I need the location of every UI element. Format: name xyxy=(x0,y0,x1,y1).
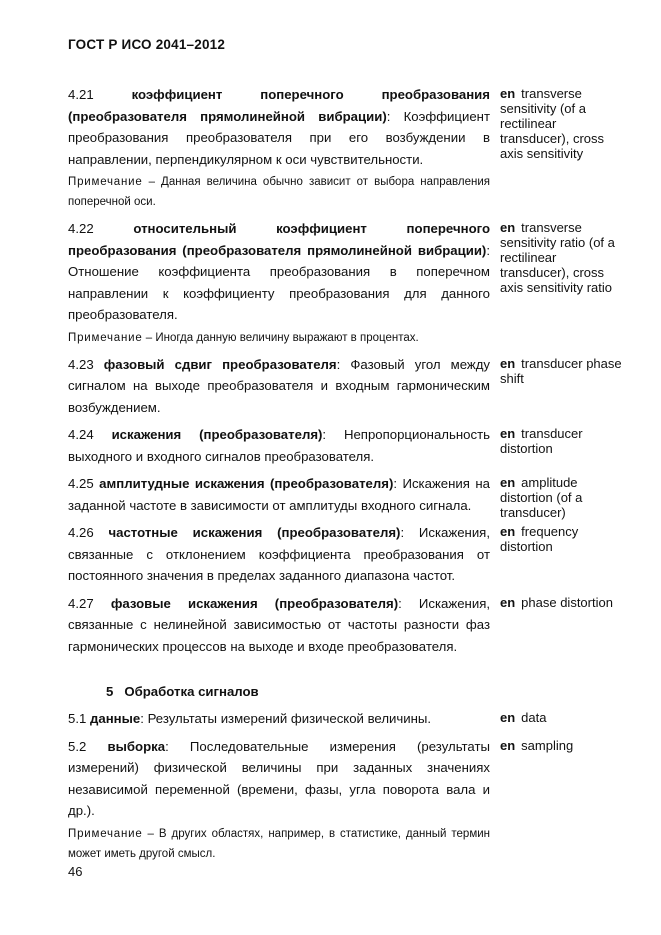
entry-term: данные xyxy=(90,711,141,726)
document-header: ГОСТ Р ИСО 2041–2012 xyxy=(68,37,226,52)
en-equivalent xyxy=(500,356,624,386)
entry-note xyxy=(68,824,490,864)
entry-term: коэффициент поперечного преобразования (преобразователя прямолинейной вибрации) xyxy=(68,87,490,124)
entry-text xyxy=(68,736,490,822)
section-heading xyxy=(106,681,628,702)
entry-definition: : Последовательные измерения (результаты измерений) физической величины при заданных значениях независимой переменной (времени, фазы, угла поворота вала и др.). xyxy=(68,738,490,818)
note-text: – В других областях, например, в статистике, данный термин может иметь другой смысл. xyxy=(68,827,490,860)
entry-definition: : Непропорциональность выходного и входного сигналов преобразователя. xyxy=(68,427,490,464)
entry-4-26 xyxy=(68,522,628,587)
entry-definition: : Результаты измерений физической величины. xyxy=(140,711,432,726)
en-tag: en xyxy=(500,426,516,441)
entry-number: 4.21 xyxy=(68,87,94,102)
en-tag: en xyxy=(500,355,516,371)
entry-text xyxy=(68,354,490,419)
en-term: amplitude distortion (of a transducer) xyxy=(500,475,583,520)
note-text: – Иногда данную величину выражают в процентах. xyxy=(142,331,419,344)
entry-4-21 xyxy=(68,84,628,212)
entry-5-1 xyxy=(68,708,628,730)
entry-number: 4.26 xyxy=(68,525,94,540)
entry-4-24 xyxy=(68,424,628,467)
entry-definition: : Искажения, связанные с отклонением коэффициента преобразования от постоянного значения в пределах заданного диапазона частот. xyxy=(68,525,490,583)
entry-term: фазовый сдвиг преобразователя xyxy=(103,356,337,372)
en-tag: en xyxy=(500,475,516,490)
entry-number: 4.22 xyxy=(68,221,94,236)
en-term: transverse sensitivity ratio (of a rectilinear transducer), cross axis sensitivity ratio xyxy=(500,220,615,295)
entry-5-2 xyxy=(68,736,628,864)
entry-note xyxy=(68,328,490,348)
entry-term: амплитудные искажения (преобразователя) xyxy=(99,476,394,491)
entry-definition: : Искажения на заданной частоте в зависимости от амплитуды входного сигнала. xyxy=(68,476,490,513)
entry-text xyxy=(68,473,490,516)
entry-text xyxy=(68,708,490,730)
en-equivalent xyxy=(500,738,624,753)
entry-note xyxy=(68,172,490,212)
entry-term: искажения (преобразователя) xyxy=(111,427,323,442)
entry-number: 4.23 xyxy=(68,356,94,372)
en-equivalent xyxy=(500,86,624,161)
entry-4-27 xyxy=(68,593,628,658)
en-term: phase distortion xyxy=(521,594,613,610)
page-content xyxy=(68,84,628,864)
en-equivalent xyxy=(500,524,624,554)
entry-number: 4.25 xyxy=(68,476,94,491)
entry-term: фазовые искажения (преобразователя) xyxy=(110,595,399,611)
entry-number: 5.2 xyxy=(68,738,87,754)
entry-4-25 xyxy=(68,473,628,520)
en-equivalent xyxy=(500,220,624,295)
note-label: Примечание xyxy=(68,331,143,344)
note-label: Примечание xyxy=(68,827,143,840)
en-tag: en xyxy=(500,710,516,725)
entry-definition: : Искажения, связанные с нелинейной зависимостью от частоты разности фаз гармонических процессов на выходе и входе преобразователя. xyxy=(68,595,490,654)
en-tag: en xyxy=(500,594,516,610)
note-label: Примечание xyxy=(68,176,143,188)
en-term: transducer phase shift xyxy=(500,355,622,386)
section-number: 5 xyxy=(106,684,114,699)
entry-definition: : Фазовый угол между сигналом на выходе преобразователя и входным гармоническим возбуждением. xyxy=(68,356,491,415)
en-equivalent xyxy=(500,426,624,456)
entry-number: 5.1 xyxy=(68,711,87,726)
entry-text xyxy=(68,522,490,587)
entry-number: 4.24 xyxy=(68,427,94,442)
entry-term: относительный коэффициент поперечного преобразования (преобразователя прямолинейной вибрации) xyxy=(68,221,490,258)
section-title: Обработка сигналов xyxy=(124,684,259,699)
entry-number: 4.27 xyxy=(68,595,94,611)
entry-4-22 xyxy=(68,218,628,348)
en-term: sampling xyxy=(521,737,574,753)
en-term: data xyxy=(521,710,547,725)
entry-text xyxy=(68,218,490,326)
en-equivalent xyxy=(500,475,624,520)
en-tag: en xyxy=(500,86,516,101)
entry-term: выборка xyxy=(107,738,166,754)
entry-text xyxy=(68,84,490,170)
note-text: – Данная величина обычно зависит от выбора направления поперечной оси. xyxy=(68,176,490,208)
en-equivalent xyxy=(500,595,624,610)
en-equivalent xyxy=(500,710,624,725)
entry-definition: : Отношение коэффициента преобразования в поперечном направлении к коэффициенту преобразования для данного преобразователя. xyxy=(68,242,490,322)
entry-4-23 xyxy=(68,354,628,419)
entry-term: частотные искажения (преобразователя) xyxy=(108,525,401,540)
en-tag: en xyxy=(500,737,516,753)
entry-definition: : Коэффициент преобразования преобразователя при его возбуждении в направлении, перпендикулярном к оси чувствительности. xyxy=(68,108,491,167)
entry-text xyxy=(68,424,490,467)
en-term: transverse sensitivity (of a rectilinear transducer), cross axis sensitivity xyxy=(500,86,605,161)
page-number: 46 xyxy=(68,864,83,879)
en-term: transducer distortion xyxy=(500,426,583,456)
en-tag: en xyxy=(500,524,516,539)
en-tag: en xyxy=(500,220,516,235)
entry-text xyxy=(68,593,490,658)
en-term: frequency distortion xyxy=(500,524,579,554)
